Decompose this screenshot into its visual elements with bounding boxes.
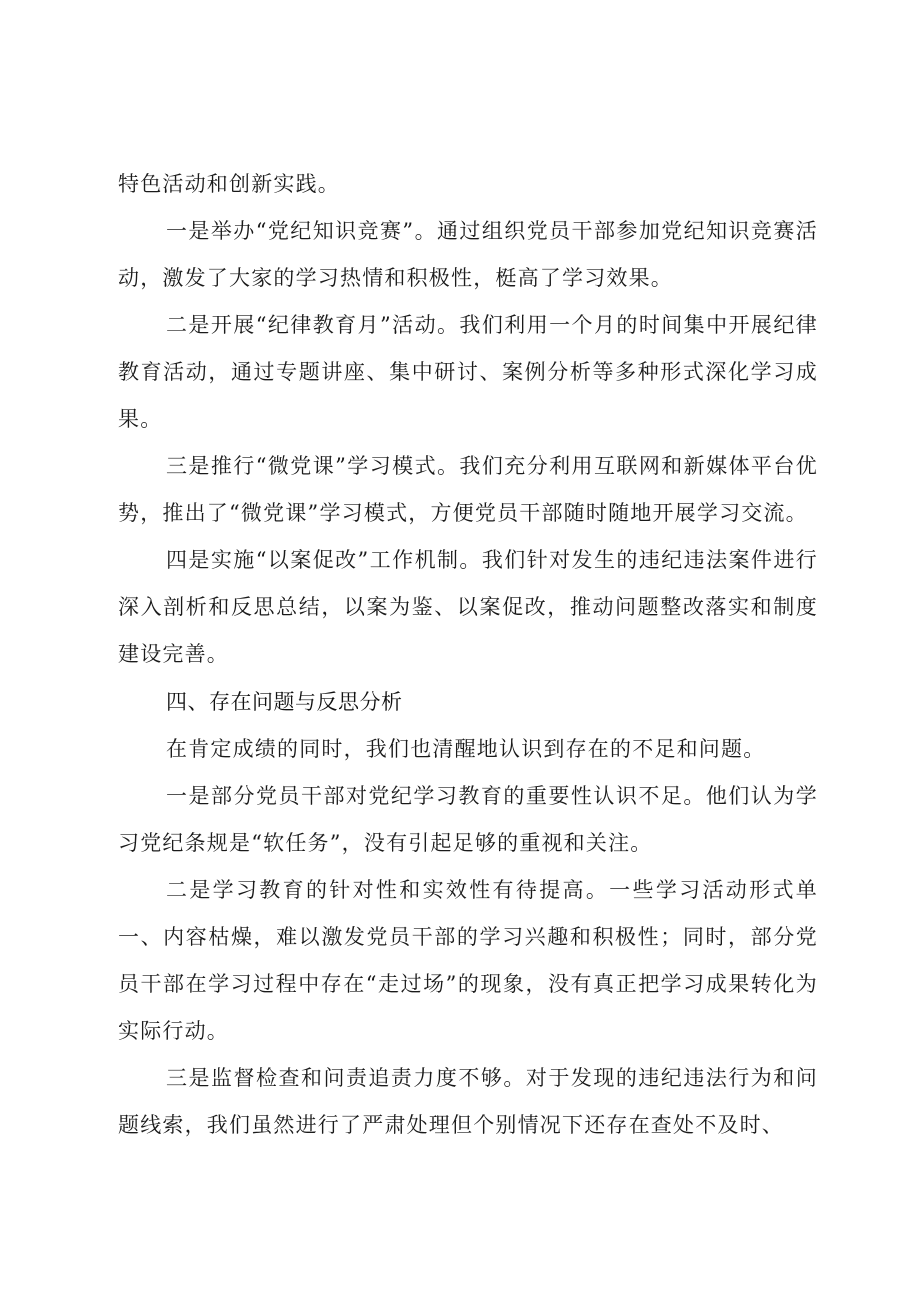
document-body	[118, 161, 818, 1149]
paragraph-item-two: 二是开展“纪律教育月”活动。我们利用一个月的时间集中开展纪律教育活动，通过专题讲座、集中研讨、案例分析等多种形式深化学习成果。	[118, 313, 818, 431]
paragraph-section-intro: 在肯定成绩的同时，我们也清醒地认识到存在的不足和问题。	[166, 737, 766, 761]
paragraph-item-one: 一是举办“党纪知识竞赛”。通过组织党员干部参加党纪知识竞赛活动，激发了大家的学习热情和积极性，梃高了学习效果。	[118, 219, 818, 290]
paragraph-continuation: 特色活动和创新实践。	[118, 172, 340, 196]
paragraph-problem-two: 二是学习教育的针对性和实效性有待提高。一些学习活动形式单一、内容枯燥，难以激发党员干部的学习兴趣和积极性；同时，部分党员干部在学习过程中存在“走过场”的现象，没有真正把学习成果转化为实际行动。	[118, 878, 818, 1043]
section-heading: 四、存在问题与反思分析	[166, 690, 403, 714]
paragraph-item-three: 三是推行“微党课”学习模式。我们充分利用互联网和新媒体平台优势，推出了“微党课”学习模式，方便党员干部随时随地开展学习交流。	[118, 454, 818, 525]
paragraph-item-four: 四是实施“以案促改”工作机制。我们针对发生的违纪违法案件进行深入剖析和反思总结，以案为鉴、以案促改，推动问题整改落实和制度建设完善。	[118, 548, 818, 666]
paragraph-problem-one: 一是部分党员干部对党纪学习教育的重要性认识不足。他们认为学习党纪条规是“软任务”，没有引起足够的重视和关注。	[118, 784, 818, 855]
paragraph-problem-three: 三是监督检查和问责追责力度不够。对于发现的违纪违法行为和问题线索，我们虽然进行了严肃处理但个别情况下还存在查处不及时、	[118, 1066, 818, 1137]
